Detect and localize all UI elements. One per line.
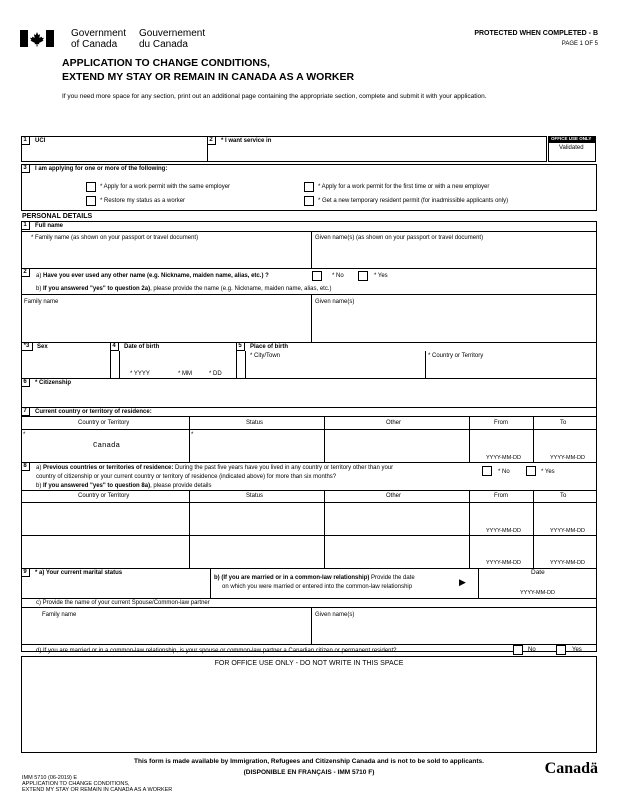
spouse-citizen-no-checkbox[interactable] bbox=[513, 645, 523, 655]
spouse-citizen-no-label: No bbox=[528, 647, 536, 653]
res-status-input[interactable] bbox=[195, 436, 320, 456]
citizenship-input[interactable] bbox=[26, 390, 592, 404]
form-code-2: APPLICATION TO CHANGE CONDITIONS, bbox=[22, 781, 130, 787]
sex-label: Sex bbox=[37, 344, 48, 350]
uci-label: UCI bbox=[35, 138, 46, 144]
service-label: * I want service in bbox=[221, 138, 272, 144]
dob-input[interactable] bbox=[124, 356, 232, 369]
res-to-format: YYYY-MM-DD bbox=[550, 455, 585, 461]
intro-text: If you need more space for any section, print out an additional page containing the appropriate section, complete and submit it with your application. bbox=[62, 93, 487, 100]
q2-number: 2 bbox=[207, 136, 216, 145]
marriage-date-format: YYYY-MM-DD bbox=[520, 590, 555, 596]
dob-mm: * MM bbox=[178, 371, 192, 377]
protected-label: PROTECTED WHEN COMPLETED - B bbox=[474, 30, 598, 37]
sex-select[interactable] bbox=[26, 356, 108, 372]
family-name-input[interactable] bbox=[26, 246, 308, 264]
dob-yyyy: * YYYY bbox=[130, 371, 150, 377]
prev-row1-status[interactable] bbox=[193, 508, 321, 528]
p9-number: 9 bbox=[21, 568, 30, 577]
other-name-yes-checkbox[interactable] bbox=[358, 271, 368, 281]
given-name-label: Given name(s) (as shown on your passport or travel document) bbox=[315, 235, 484, 241]
q3-opt2-checkbox[interactable] bbox=[86, 196, 96, 206]
service-select[interactable] bbox=[215, 148, 535, 160]
form-title-line1: APPLICATION TO CHANGE CONDITIONS, bbox=[62, 57, 270, 69]
q3-opt1-checkbox[interactable] bbox=[86, 182, 96, 192]
given-name-input[interactable] bbox=[315, 246, 593, 264]
res-col-to: To bbox=[560, 420, 567, 426]
prev-row2-status[interactable] bbox=[193, 540, 321, 560]
spouse-given-name-label: Given name(s) bbox=[315, 612, 355, 618]
prev-row2-to-format: YYYY-MM-DD bbox=[550, 560, 585, 566]
res-country-value[interactable]: Canada bbox=[93, 442, 121, 450]
spouse-given-name-input[interactable] bbox=[315, 622, 593, 640]
arrow-right-icon: ▶ bbox=[459, 577, 466, 587]
prev-col-to: To bbox=[560, 493, 567, 499]
other-family-name-input[interactable] bbox=[26, 312, 308, 334]
res-col-country: Country or Territory bbox=[78, 420, 130, 426]
p7-number: 7 bbox=[21, 407, 30, 416]
dob-label: Date of birth bbox=[124, 344, 160, 350]
p6-number: 6 bbox=[21, 378, 30, 387]
family-name-label: * Family name (as shown on your passport or travel document) bbox=[31, 235, 199, 241]
prev-row2-other[interactable] bbox=[328, 540, 465, 560]
p1-number: 1 bbox=[21, 221, 30, 230]
gov-fr-line2: du Canada bbox=[139, 39, 188, 50]
other-family-name-label: Family name bbox=[24, 299, 59, 305]
personal-details-title: PERSONAL DETAILS bbox=[22, 213, 93, 220]
spouse-citizen-question: d) If you are married or in a common-law relationship, is your spouse or common-law partner a Canadian citizen or permanent resident? bbox=[36, 648, 397, 654]
res-status-required: * bbox=[191, 432, 194, 438]
p5-number: 5 bbox=[236, 342, 245, 351]
office-use-label: OFFICE USE ONLY bbox=[551, 136, 592, 141]
full-name-label: Full name bbox=[35, 223, 64, 229]
canada-flag-icon bbox=[20, 30, 54, 47]
office-only-label: FOR OFFICE USE ONLY - DO NOT WRITE IN THIS SPACE bbox=[214, 660, 404, 667]
q3-opt4-checkbox[interactable] bbox=[304, 196, 314, 206]
prev-residence-yes-checkbox[interactable] bbox=[526, 466, 536, 476]
gov-en-line1: Government bbox=[71, 28, 127, 39]
citizenship-label: * Citizenship bbox=[35, 380, 72, 386]
form-title-line2: EXTEND MY STAY OR REMAIN IN CANADA AS A WORKER bbox=[62, 71, 355, 83]
marital-status-select[interactable] bbox=[35, 580, 205, 594]
dob-dd: * DD bbox=[209, 371, 222, 377]
p8-number: 8 bbox=[21, 462, 30, 471]
res-col-from: From bbox=[494, 420, 508, 426]
prev-col-country: Country or Territory bbox=[78, 493, 130, 499]
p2-number: 2 bbox=[21, 268, 30, 277]
marriage-date-label: Date bbox=[531, 569, 545, 576]
q3-opt3-label: * Apply for a work permit for the first time or with a new employer bbox=[318, 184, 490, 190]
spouse-name-label: c) Provide the name of your current Spouse/Common-law partner bbox=[36, 600, 210, 606]
p4-number: 4 bbox=[110, 342, 119, 351]
form-code-1: IMM 5710 (06-2019) E bbox=[22, 775, 78, 781]
q3-opt1-label: * Apply for a work permit with the same employer bbox=[100, 184, 231, 190]
spouse-family-name-label: Family name bbox=[42, 612, 77, 618]
prev-col-from: From bbox=[494, 493, 508, 499]
res-col-other: Other bbox=[386, 420, 402, 426]
prev-row2-from-format: YYYY-MM-DD bbox=[486, 560, 521, 566]
res-country-required: * bbox=[23, 432, 26, 438]
q3-opt3-checkbox[interactable] bbox=[304, 182, 314, 192]
form-code-3: EXTEND MY STAY OR REMAIN IN CANADA AS A WORKER bbox=[22, 787, 173, 793]
prev-row1-to-format: YYYY-MM-DD bbox=[550, 528, 585, 534]
q3-label: I am applying for one or more of the following: bbox=[35, 166, 168, 172]
office-only-box bbox=[21, 656, 597, 753]
pob-city-input[interactable] bbox=[250, 362, 420, 376]
q3-number: 3 bbox=[21, 164, 30, 173]
gov-en-line2: of Canada bbox=[71, 39, 118, 50]
prev-residence-question-line1: a) Previous countries or territories of residence: During the past five years have you lived in any country or territory other than your bbox=[36, 465, 394, 471]
other-name-b-label: b) If you answered "yes" to question 2a), please provide the name (e.g. Nickname, maiden name, alias, etc.) bbox=[36, 286, 332, 292]
res-other-input[interactable] bbox=[328, 436, 465, 456]
footer-notice: This form is made available by Immigration, Refugees and Citizenship Canada and is not to be sold to applicants. bbox=[134, 758, 484, 765]
p3-number: *3 bbox=[21, 342, 33, 351]
validated-label: Validated bbox=[559, 145, 584, 151]
marriage-date-question-line1: b) (If you are married or in a common-law relationship) Provide the date bbox=[214, 575, 415, 581]
other-given-name-input[interactable] bbox=[315, 312, 593, 334]
spouse-citizen-yes-checkbox[interactable] bbox=[556, 645, 566, 655]
residence-label: Current country or territory of residence: bbox=[35, 409, 152, 415]
prev-residence-b-label: b) If you answered "yes" to question 8a), please provide details bbox=[36, 483, 212, 489]
pob-country-label: * Country or Territory bbox=[428, 353, 484, 359]
marriage-date-input[interactable] bbox=[482, 579, 592, 589]
marital-status-label: * a) Your current marital status bbox=[35, 570, 123, 576]
res-from-format: YYYY-MM-DD bbox=[486, 455, 521, 461]
res-col-status: Status bbox=[246, 420, 264, 426]
uci-input[interactable] bbox=[30, 148, 200, 160]
canada-wordmark: Canadä bbox=[544, 760, 598, 777]
prev-residence-yes-label: * Yes bbox=[541, 469, 555, 475]
pob-city-label: * City/Town bbox=[250, 353, 281, 359]
q1-number: 1 bbox=[21, 136, 30, 145]
other-name-question: a) Have you ever used any other name (e.g. Nickname, maiden name, alias, etc.) ? bbox=[36, 273, 269, 279]
other-given-name-label: Given name(s) bbox=[315, 299, 355, 305]
prev-residence-no-checkbox[interactable] bbox=[482, 466, 492, 476]
pob-label: Place of birth bbox=[250, 344, 289, 350]
pob-country-input[interactable] bbox=[428, 362, 594, 376]
other-name-yes-label: * Yes bbox=[374, 273, 388, 279]
other-name-no-checkbox[interactable] bbox=[312, 271, 322, 281]
prev-residence-question-line2: country of citizenship or your current country or territory of residence (indicated above) for more than six months? bbox=[36, 474, 337, 480]
prev-col-status: Status bbox=[246, 493, 264, 499]
prev-row2-country[interactable] bbox=[26, 540, 186, 560]
prev-residence-no-label: * No bbox=[498, 469, 510, 475]
other-name-no-label: * No bbox=[332, 273, 344, 279]
spouse-family-name-input[interactable] bbox=[40, 622, 308, 640]
gov-fr-line1: Gouvernement bbox=[139, 28, 206, 39]
prev-col-other: Other bbox=[386, 493, 402, 499]
footer-french: (DISPONIBLE EN FRANÇAIS - IMM 5710 F) bbox=[243, 769, 375, 776]
q3-opt2-label: * Restore my status as a worker bbox=[100, 198, 186, 204]
prev-row1-country[interactable] bbox=[26, 508, 186, 528]
page-number: PAGE 1 OF 5 bbox=[561, 41, 598, 47]
marriage-date-question-line2: on which you were married or entered into the common-law relationship bbox=[222, 584, 413, 590]
prev-row1-other[interactable] bbox=[328, 508, 465, 528]
prev-row1-from-format: YYYY-MM-DD bbox=[486, 528, 521, 534]
q3-opt4-label: * Get a new temporary resident permit (for inadmissible applicants only) bbox=[318, 198, 509, 204]
spouse-citizen-yes-label: Yes bbox=[572, 647, 582, 653]
